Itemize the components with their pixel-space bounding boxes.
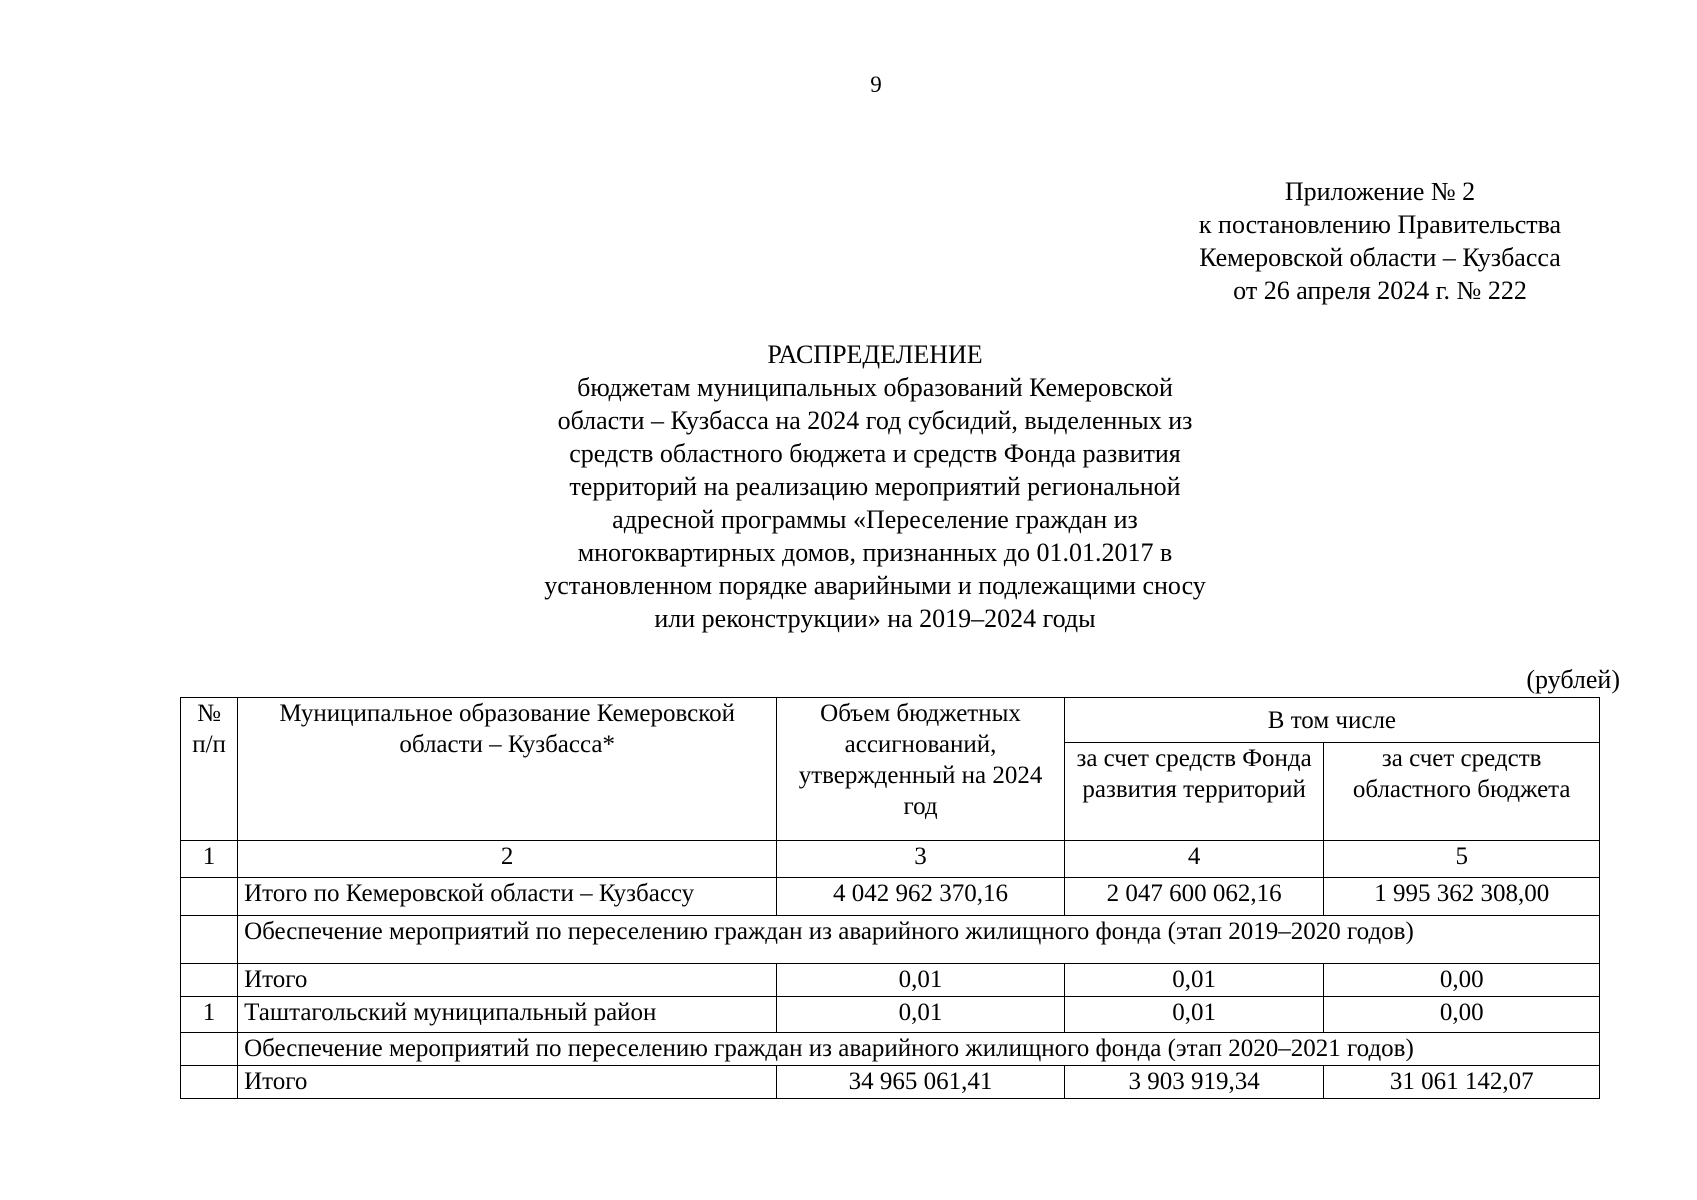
appendix-line-4: от 26 апреля 2024 г. № 222	[1233, 276, 1527, 305]
header-including: В том числе	[1064, 698, 1599, 743]
title-heading: РАСПРЕДЕЛЕНИЕ	[767, 340, 983, 369]
grand-total-volume: 4 042 962 370,16	[777, 878, 1065, 916]
column-number: 3	[777, 841, 1065, 878]
title-line: области – Кузбасса на 2024 год субсидий, выделенных из	[557, 406, 1193, 435]
stage-2-total-volume: 34 965 061,41	[777, 1066, 1065, 1099]
empty-cell	[181, 878, 238, 916]
stage-total-row	[181, 1066, 1600, 1099]
stage-1-total-label: Итого	[238, 964, 777, 997]
appendix-block	[1110, 175, 1650, 307]
stage-title-row	[181, 916, 1600, 964]
document-title	[460, 338, 1290, 635]
column-number: 2	[238, 841, 777, 878]
appendix-line-1: Приложение № 2	[1284, 177, 1476, 206]
distribution-table	[180, 697, 1600, 1099]
row-num: 1	[181, 997, 238, 1033]
title-line: бюджетам муниципальных образований Кемеровской	[577, 373, 1173, 402]
header-fund: за счет средств Фонда развития территорий	[1064, 743, 1324, 841]
grand-total-fund: 2 047 600 062,16	[1064, 878, 1324, 916]
units-label: (рублей)	[1526, 665, 1620, 694]
column-number: 5	[1324, 841, 1600, 878]
column-number: 1	[181, 841, 238, 878]
empty-cell	[181, 1066, 238, 1099]
grand-total-regional: 1 995 362 308,00	[1324, 878, 1600, 916]
stage-2-title: Обеспечение мероприятий по переселению граждан из аварийного жилищного фонда (этап 2020–2021 годов)	[238, 1033, 1600, 1066]
stage-1-total-fund: 0,01	[1064, 964, 1324, 997]
page-number: 9	[870, 72, 882, 97]
appendix-line-3: Кемеровской области – Кузбасса	[1199, 243, 1561, 272]
empty-cell	[181, 964, 238, 997]
grand-total-label: Итого по Кемеровской области – Кузбассу	[238, 878, 777, 916]
stage-total-row	[181, 964, 1600, 997]
title-line: многоквартирных домов, признанных до 01.01.2017 в	[577, 538, 1173, 567]
stage-title-row	[181, 1033, 1600, 1066]
appendix-line-2: к постановлению Правительства	[1198, 210, 1562, 239]
header-num: № п/п	[181, 698, 238, 841]
stage-1-total-regional: 0,00	[1324, 964, 1600, 997]
stage-2-total-fund: 3 903 919,34	[1064, 1066, 1324, 1099]
stage-2-total-label: Итого	[238, 1066, 777, 1099]
title-line: средств областного бюджета и средств Фонда развития	[569, 439, 1181, 468]
stage-2-total-regional: 31 061 142,07	[1324, 1066, 1600, 1099]
column-numbers-row	[181, 841, 1600, 878]
header-municipality: Муниципальное образование Кемеровской области – Кузбасса*	[238, 698, 777, 841]
title-line: установленном порядке аварийными и подлежащими сносу	[544, 571, 1206, 600]
row-fund: 0,01	[1064, 997, 1324, 1033]
stage-1-title: Обеспечение мероприятий по переселению граждан из аварийного жилищного фонда (этап 2019–2020 годов)	[238, 916, 1600, 964]
title-line: адресной программы «Переселение граждан из	[612, 505, 1138, 534]
row-regional: 0,00	[1324, 997, 1600, 1033]
header-regional: за счет средств областного бюджета	[1324, 743, 1600, 841]
table-row	[181, 997, 1600, 1033]
title-line: территорий на реализацию мероприятий региональной	[569, 472, 1181, 501]
title-line: или реконструкции» на 2019–2024 годы	[654, 604, 1096, 633]
row-municipality: Таштагольский муниципальный район	[238, 997, 777, 1033]
header-volume: Объем бюджетных ассигнований, утвержденный на 2024 год	[777, 698, 1065, 841]
empty-cell	[181, 1033, 238, 1066]
column-number: 4	[1064, 841, 1324, 878]
grand-total-row	[181, 878, 1600, 916]
row-volume: 0,01	[777, 997, 1065, 1033]
stage-1-total-volume: 0,01	[777, 964, 1065, 997]
empty-cell	[181, 916, 238, 964]
